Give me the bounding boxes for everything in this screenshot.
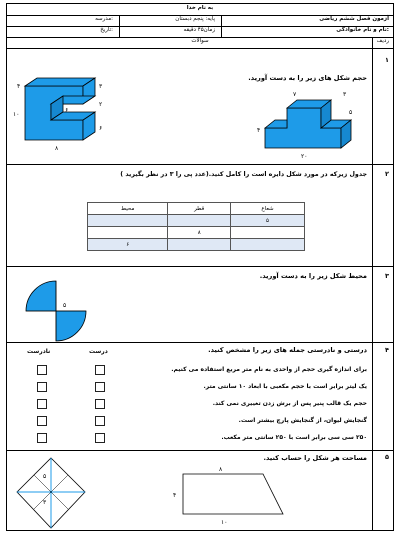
table-cell: ۸	[168, 227, 231, 239]
school-label: مدرسه:	[95, 16, 113, 22]
exam-page	[6, 3, 394, 531]
false-column-label: نادرست	[27, 348, 51, 355]
q1-shape-a	[11, 74, 121, 164]
divider	[7, 450, 393, 451]
date-label: تاریخ:	[100, 27, 113, 33]
true-checkbox[interactable]	[95, 382, 105, 392]
student-name-label: نام و نام خانوادگی:	[336, 27, 389, 33]
question-number: ۲	[385, 170, 389, 178]
divider	[7, 164, 393, 165]
shape-b-label: ۳	[343, 91, 347, 98]
parallelogram-label: ۴	[173, 492, 177, 499]
question-number: ۴	[385, 346, 389, 354]
grade-label: پایه: پنجم دبستان	[175, 16, 215, 22]
shape-a-label: ۴	[17, 83, 21, 90]
q4-title: درستی و نادرستی جمله های زیر را مشخص کنید.	[208, 346, 367, 354]
false-checkbox[interactable]	[37, 365, 47, 375]
row-number-divider	[372, 37, 373, 530]
table-cell[interactable]	[168, 215, 231, 227]
table-header: شعاع	[231, 203, 305, 215]
table-cell[interactable]	[88, 215, 168, 227]
true-column-label: درست	[89, 348, 108, 355]
parallelogram-label: ۸	[219, 466, 223, 473]
table-cell[interactable]	[231, 227, 305, 239]
shape-b-label: ۷	[293, 91, 297, 98]
statement: برای اندازه گیری حجم از واحدی به نام متر مربع استفاده می کنیم.	[171, 366, 367, 373]
false-checkbox[interactable]	[37, 416, 47, 426]
exam-title: آزمون فصل ششم ریاضی	[319, 16, 389, 22]
table-row	[88, 215, 305, 227]
statement: گنجایش لیوان، از گنجایش پارچ بیشتر است.	[238, 417, 367, 424]
radius-label: ۵	[63, 302, 67, 309]
table-header: قطر	[168, 203, 231, 215]
true-checkbox[interactable]	[95, 399, 105, 409]
table-cell: ۶	[88, 239, 168, 251]
shape-b-label: ۵	[349, 109, 353, 116]
divider	[7, 266, 393, 267]
statement: ۲۵۰ سی سی برابر است با ۲۵۰ سانتی متر مکعب.	[221, 434, 367, 441]
shape-b-label: ۴	[257, 127, 261, 134]
shape-a-label: ۸	[55, 145, 59, 152]
question-number: ۱	[385, 56, 389, 64]
false-checkbox[interactable]	[37, 382, 47, 392]
q5-parallelogram	[169, 464, 295, 528]
true-checkbox[interactable]	[95, 433, 105, 443]
false-checkbox[interactable]	[37, 399, 47, 409]
page-top-title: به نام خدا	[186, 5, 214, 11]
table-row	[88, 227, 305, 239]
statement: یک لیتر برابر است با حجم مکعبی با ابعاد ۱۰ سانتی متر.	[203, 383, 367, 390]
row-column-label: ردیف	[376, 38, 389, 44]
rhombus-label: ۵	[43, 473, 47, 480]
shape-a-label: ۶	[99, 125, 103, 132]
circle-table	[87, 202, 305, 251]
q2-title: جدول زیرکه در مورد شکل دایره است را کامل کنید.(عدد پی را ۳ در نظر بگیرید )	[120, 171, 367, 178]
shape-a-label: ۲	[99, 101, 103, 108]
table-cell[interactable]	[231, 239, 305, 251]
table-cell: ۵	[231, 215, 305, 227]
divider	[7, 342, 393, 343]
table-header: محیط	[88, 203, 168, 215]
question-number: ۳	[385, 272, 389, 280]
true-checkbox[interactable]	[95, 365, 105, 375]
q1-shape-b	[257, 84, 367, 159]
questions-label: سوالات	[191, 38, 209, 44]
q3-title: محیط شکل زیر را به دست آورید.	[259, 272, 367, 280]
shape-b-label: ۲۰	[301, 153, 308, 159]
statement: حجم یک قالب پنیر پس از برش زدن تغییری نمی کند.	[212, 400, 367, 407]
q5-title: مساحت هر شکل را حساب کنید.	[263, 454, 367, 462]
parallelogram-label: ۱۰	[221, 519, 228, 526]
table-cell[interactable]	[88, 227, 168, 239]
header-row-3	[7, 37, 393, 49]
table-row	[88, 239, 305, 251]
shape-a-label: ۱۰	[13, 111, 20, 118]
question-number: ۵	[385, 453, 389, 461]
rhombus-label: ۳	[43, 499, 47, 506]
shape-a-label: ۳	[99, 83, 103, 90]
q5-rhombus	[15, 456, 87, 530]
q3-quarter-circles	[23, 278, 89, 344]
shape-a-label: ۶	[65, 107, 69, 114]
q1-title: حجم شکل های زیر را به دست آورید.	[248, 74, 367, 82]
table-cell[interactable]	[168, 239, 231, 251]
false-checkbox[interactable]	[37, 433, 47, 443]
time-label: زمان۴۵ دقیقه	[183, 27, 215, 33]
true-checkbox[interactable]	[95, 416, 105, 426]
